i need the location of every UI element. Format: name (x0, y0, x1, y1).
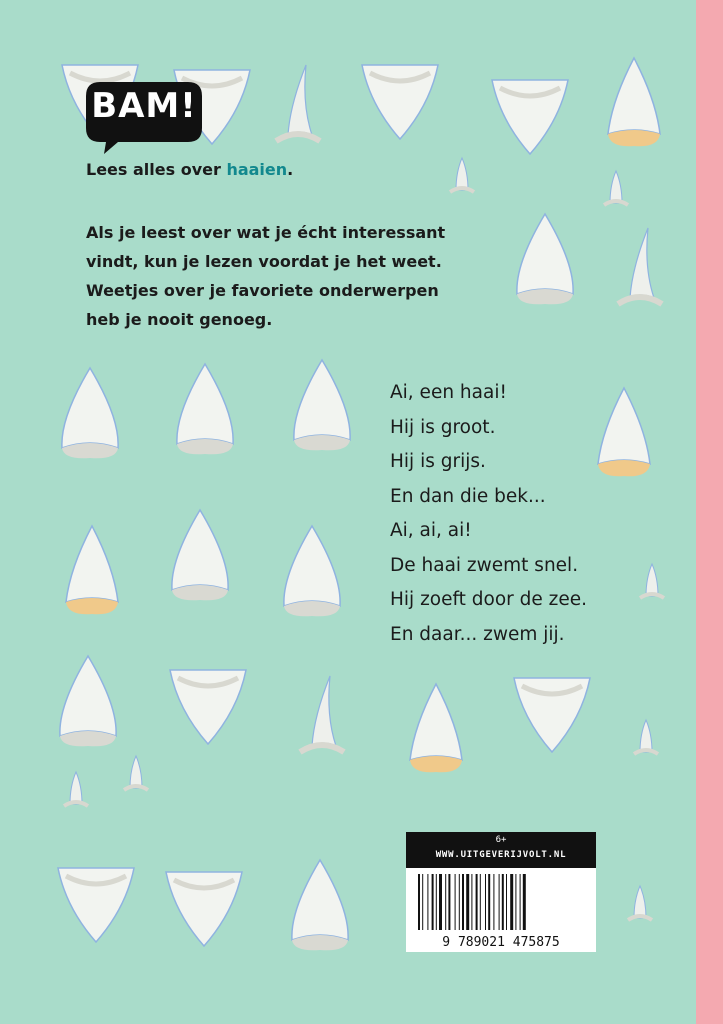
barcode-bar (448, 874, 450, 930)
book-spine (696, 0, 723, 1024)
barcode-bar (427, 874, 428, 930)
barcode-bar (502, 874, 504, 930)
bam-logo-text: BAM! (91, 86, 197, 126)
barcode-bar (506, 874, 507, 930)
barcode-bars (418, 874, 526, 930)
poem-line: Ai, een haai! (390, 382, 507, 403)
intro-line (86, 160, 486, 179)
poem-line: En daar... zwem jij. (390, 623, 565, 645)
barcode-bar (445, 874, 446, 930)
poem-line: Hij is groot. (390, 416, 496, 438)
barcode-bar (510, 874, 513, 930)
poem-line: De haai zwemt snel. (390, 554, 579, 576)
barcode-bar (466, 874, 469, 930)
barcode-bar (480, 874, 481, 930)
barcode-bar (422, 874, 423, 930)
barcode-bar (493, 874, 494, 930)
barcode-bar (499, 874, 500, 930)
publisher-website: WWW.UITGEVERIJVOLT.NL (435, 850, 567, 860)
series-description (86, 218, 486, 334)
barcode-bar (418, 874, 420, 930)
age-label: 6+ (495, 835, 507, 845)
barcode-bar (432, 874, 434, 930)
barcode-bar (462, 874, 464, 930)
poem-line: Hij is grijs. (390, 451, 486, 472)
barcode-bar (436, 874, 437, 930)
age-and-website-strip (406, 832, 596, 868)
isbn-barcode-block (406, 832, 596, 952)
barcode-bar (471, 874, 472, 930)
barcode-bar (523, 874, 526, 930)
barcode-bar (459, 874, 460, 930)
barcode-bar (455, 874, 456, 930)
barcode-bar (520, 874, 521, 930)
intro-text: Lees alles over (86, 160, 227, 179)
excerpt-poem (390, 376, 650, 652)
barcode (406, 868, 596, 952)
description-line: Weetjes over je favoriete onderwerpen (86, 281, 439, 300)
barcode-bar (485, 874, 486, 930)
description-line: Als je leest over wat je écht interessant (86, 223, 446, 242)
poem-line: En dan die bek... (390, 485, 546, 507)
barcode-bar (488, 874, 490, 930)
barcode-bar (439, 874, 442, 930)
description-line: heb je nooit genoeg. (86, 310, 273, 329)
poem-line: Hij zoeft door de zee. (390, 589, 588, 610)
description-line: vindt, kun je lezen voordat je het weet. (86, 252, 442, 271)
isbn-digits: 9 789021 475875 (442, 935, 560, 950)
intro-highlight: haaien (226, 160, 288, 179)
barcode-bar (515, 874, 516, 930)
barcode-bar (476, 874, 478, 930)
poem-line: Ai, ai, ai! (390, 520, 472, 541)
intro-period: . (287, 160, 294, 179)
